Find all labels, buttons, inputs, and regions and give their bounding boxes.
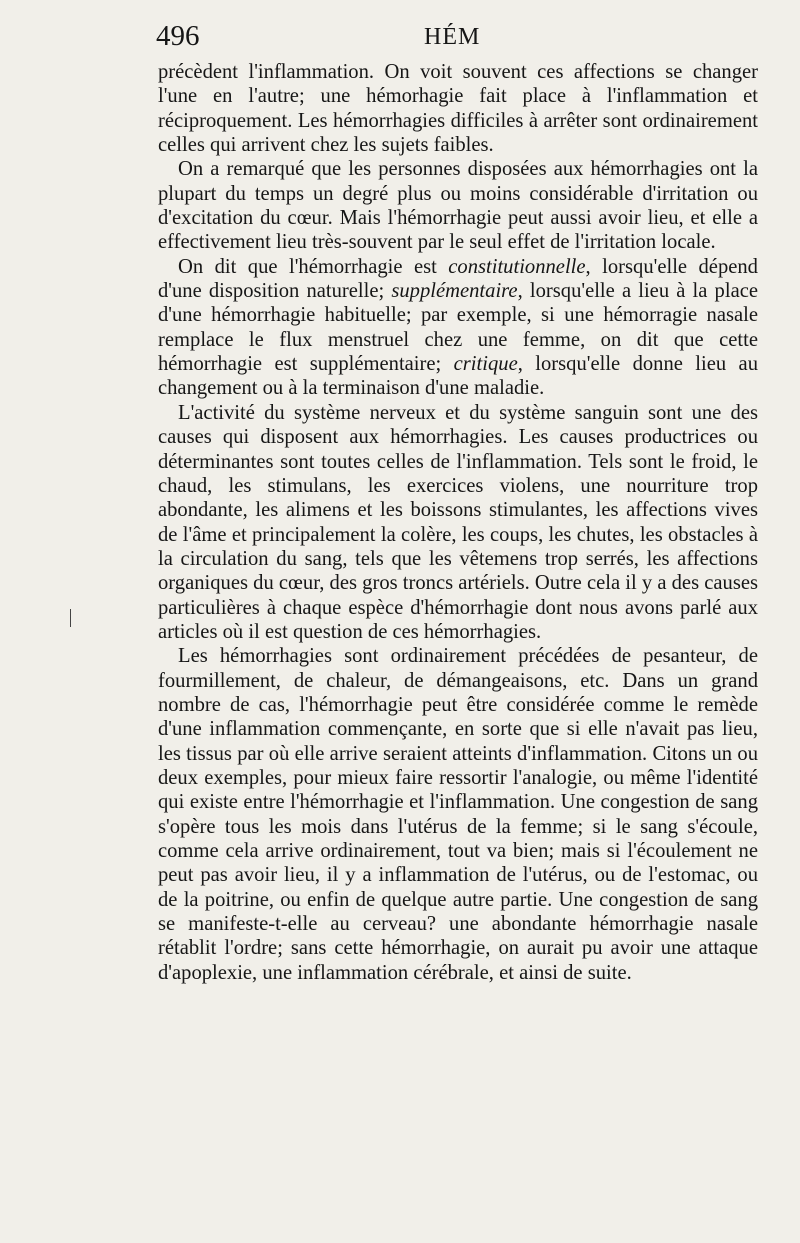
page-header <box>158 16 760 60</box>
page-number: 496 <box>156 20 200 52</box>
text-run: , lorsqu'elle a lieu à la place d'une hémorrhagie habituelle; par exemple, si une hémorragie nasale remplace le flux menstruel chez une femme, on dit que cette hémorrhagie est supplémentaire; <box>158 280 758 376</box>
text-run: , lorsqu'elle donne lieu au changement ou à la terminaison d'une maladie. <box>158 353 758 400</box>
text-run: L'activité du système nerveux et du système sanguin sont une des causes qui disposent aux hémorrhagies. Les causes productrices ou déterminantes sont toutes celles de l'inflammation. Tels sont le froid, le chaud, les stimulans, les exercices violens, une nourriture trop abondante, les alimens et les boissons stimulantes, les affections vives de l'âme et principalement la colère, les coups, les chutes, les obstacles à la circulation du sang, tels que les vêtemens trop serrés, les affections organiques du cœur, des gros troncs artériels. Outre cela il y a des causes particulières à chaque espèce d'hémorrhagie dont nous avons parlé aux articles où il est question de ces hémorrhagies. <box>158 401 758 643</box>
paragraph <box>158 644 758 985</box>
emphasized-term: supplémentaire <box>391 280 518 303</box>
running-head: HÉM <box>424 24 481 50</box>
body-text <box>158 60 758 985</box>
emphasized-term: critique <box>453 353 518 376</box>
text-run: On a remarqué que les personnes disposées aux hémorrhagies ont la plupart du temps un degré plus ou moins considérable d'irritation ou d'excitation du cœur. Mais l'hémorrhagie peut aussi avoir lieu, et elle a effectivement lieu très-souvent par le seul effet de l'irritation locale. <box>158 158 758 254</box>
text-run: On dit que l'hémorrhagie est <box>178 255 449 278</box>
emphasized-term: constitutionnelle <box>448 255 586 278</box>
margin-mark <box>70 609 71 627</box>
paragraph <box>158 401 758 644</box>
text-run: , lorsqu'elle dépend d'une disposition naturelle; <box>158 255 758 303</box>
paragraph <box>158 60 758 157</box>
paragraph <box>158 157 758 254</box>
paragraph <box>158 255 758 401</box>
text-run: Les hémorrhagies sont ordinairement précédées de pesanteur, de fourmillement, de chaleur, de démangeaisons, etc. Dans un grand nombre de cas, l'hémorrhagie peut être considérée comme le remède d'une inflammation commençante, en sorte que si elle n'avait pas lieu, les tissus par où elle arrive seraient atteints d'inflammation. Citons un ou deux exemples, pour mieux faire ressortir l'analogie, ou même l'identité qui existe entre l'hémorrhagie et l'inflammation. Une congestion de sang s'opère tous les mois dans l'utérus de la femme; si le sang s'écoule, comme cela arrive ordinairement, tout va bien; mais si l'écoulement ne peut pas avoir lieu, il y a inflammation de l'utérus, ou de l'estomac, ou de la poitrine, ou enfin de quelque autre partie. Une congestion de sang se manifeste-t-elle au cerveau? une abondante hémorrhagie nasale rétablit l'ordre; sans cette hémorrhagie, on aurait pu avoir une attaque d'apoplexie, une inflammation cérébrale, et ainsi de suite. <box>158 645 758 984</box>
text-run: précèdent l'inflammation. On voit souvent ces affections se changer l'une en l'autre; une hémorhagie fait place à l'inflammation et réciproquement. Les hémorrhagies difficiles à arrêter sont ordinairement celles qui arrivent chez les sujets faibles. <box>158 61 758 157</box>
